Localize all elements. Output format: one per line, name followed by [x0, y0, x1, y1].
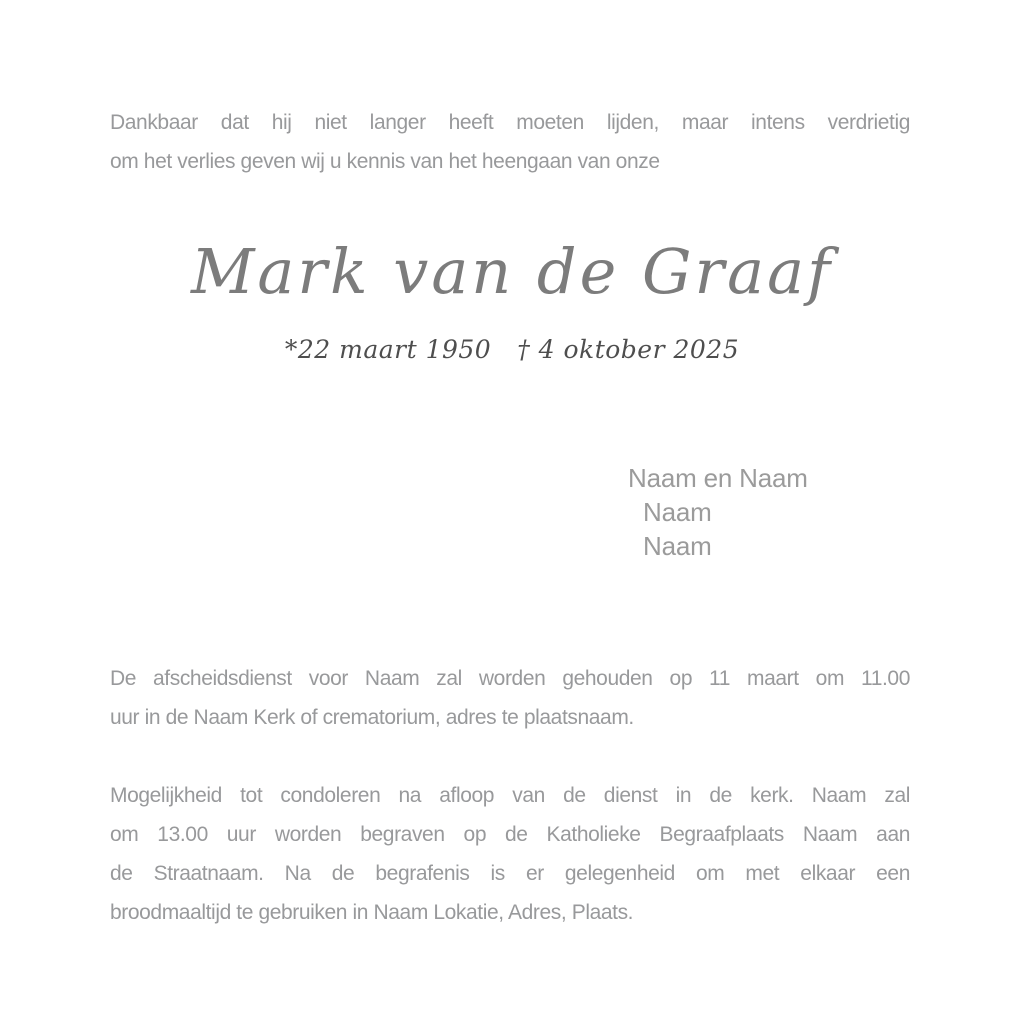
relative-name: Naam — [643, 497, 712, 527]
condolence-line: broodmaaltijd te gebruiken in Naam Lokatie, Adres, Plaats. — [110, 901, 634, 924]
service-line: De afscheidsdienst voor Naam zal worden gehouden op 11 maart om 11.00 — [110, 667, 910, 690]
service-line: uur in de Naam Kerk of crematorium, adres te plaatsnaam. — [110, 706, 634, 729]
service-info — [110, 659, 910, 737]
condolence-line: de Straatnaam. Na de begrafenis is er gelegenheid om met elkaar een — [110, 862, 910, 885]
death-date: † 4 oktober 2025 — [517, 335, 740, 364]
relative-name: Naam en Naam — [628, 463, 808, 493]
life-dates — [0, 333, 1024, 367]
relatives-list — [628, 461, 808, 563]
condolence-line: om 13.00 uur worden begraven op de Katholieke Begraafplaats Naam aan — [110, 823, 910, 846]
birth-date: *22 maart 1950 — [284, 335, 492, 364]
condolence-info — [110, 776, 910, 932]
deceased-name: Mark van de Graaf — [190, 235, 834, 308]
condolence-line: Mogelijkheid tot condoleren na afloop van de dienst in de kerk. Naam zal — [110, 784, 910, 807]
intro-text — [110, 103, 910, 181]
relative-name: Naam — [643, 531, 712, 561]
intro-line: Dankbaar dat hij niet langer heeft moeten lijden, maar intens verdrietig — [110, 111, 910, 134]
intro-line: om het verlies geven wij u kennis van het heengaan van onze — [110, 150, 660, 173]
